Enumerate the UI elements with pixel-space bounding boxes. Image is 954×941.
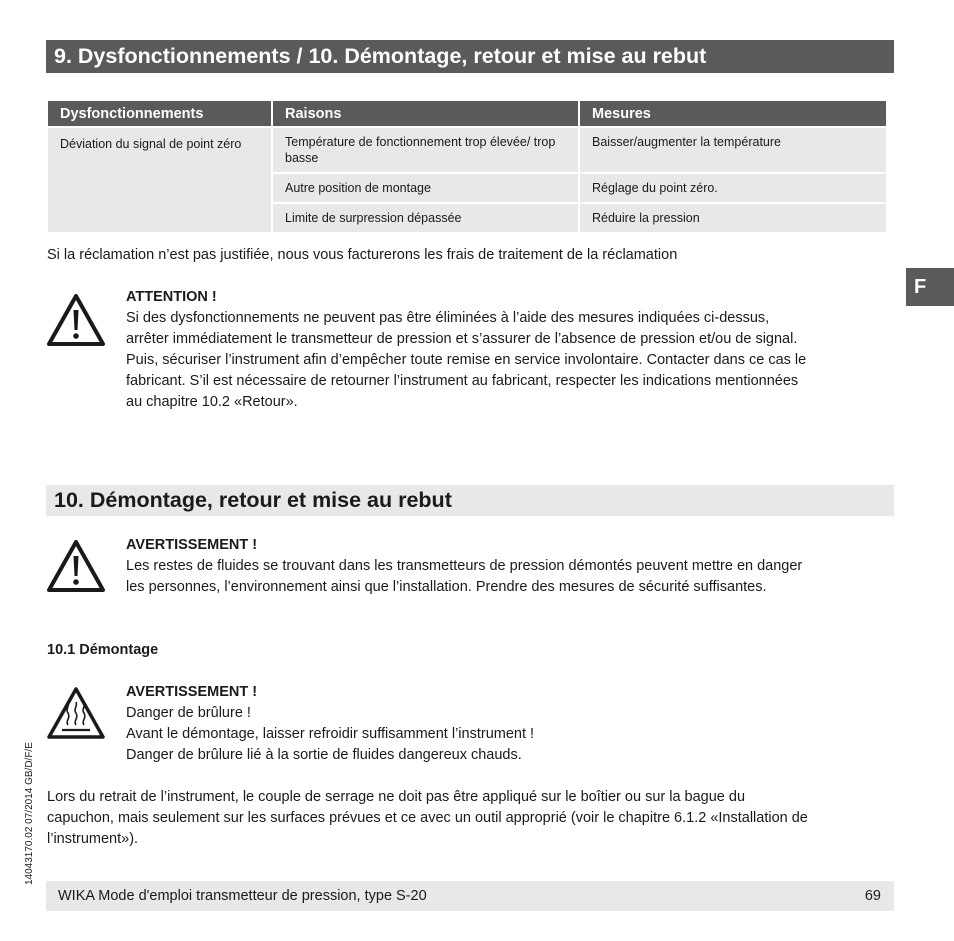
table-header-row <box>48 101 886 126</box>
warning-title: AVERTISSEMENT ! <box>126 537 258 553</box>
fault-cell: Déviation du signal de point zéro <box>48 128 271 232</box>
warning-title: AVERTISSEMENT ! <box>126 684 258 700</box>
measure-cell: Réglage du point zéro. <box>580 174 886 202</box>
subsection-title: 10.1 Démontage <box>47 642 159 658</box>
measure-cell: Baisser/augmenter la température <box>580 128 886 172</box>
measure-cell: Réduire la pression <box>580 204 886 232</box>
body-line: l’instrument»). <box>47 831 139 847</box>
reason-cell: Température de fonctionnement trop élevée/ trop basse <box>273 128 578 172</box>
reason-cell: Autre position de montage <box>273 174 578 202</box>
attention-line: Si des dysfonctionnements ne peuvent pas être éliminées à l’aide des mesures indiquées ci-dessus, <box>126 310 770 326</box>
reason-cell: Limite de surpression dépassée <box>273 204 578 232</box>
section10-warning-block <box>126 535 802 598</box>
reclamation-note: Si la réclamation n’est pas justifiée, nous vous facturerons les frais de traitement de la réclamation <box>47 247 678 263</box>
section-title: 10. Démontage, retour et mise au rebut <box>46 485 894 516</box>
document-code: 14043170.02 07/2014 GB/D/F/E <box>24 742 35 885</box>
attention-line: arrêter immédiatement le transmetteur de pression et s’assurer de l’absence de pression et/ou de signal. <box>126 331 798 347</box>
warning-triangle-icon <box>45 538 107 594</box>
body-line: capuchon, mais seulement sur les surfaces prévues et ce avec un outil approprié (voir le chapitre 6.1.2 «Installation de <box>47 810 808 826</box>
page-number: 69 <box>864 888 881 904</box>
warning-line: Les restes de fluides se trouvant dans les transmetteurs de pression démontés peuvent mettre en danger <box>126 558 803 574</box>
page-title: 9. Dysfonctionnements / 10. Démontage, retour et mise au rebut <box>46 40 894 73</box>
language-tab: F <box>906 268 954 306</box>
hot-surface-icon <box>45 685 107 741</box>
warning-line: Danger de brûlure ! <box>126 705 251 721</box>
column-header-faults: Dysfonctionnements <box>48 101 271 126</box>
table-row <box>48 128 886 172</box>
column-header-measures: Mesures <box>580 101 886 126</box>
attention-block <box>126 287 806 413</box>
body-line: Lors du retrait de l’instrument, le couple de serrage ne doit pas être appliqué sur le boîtier ou sur la bague du <box>47 789 746 805</box>
warning-line: Danger de brûlure lié à la sortie de fluides dangereux chauds. <box>126 747 522 763</box>
attention-line: fabricant. S’il est nécessaire de retourner l’instrument au fabricant, respecter les indications mentionnées <box>126 373 799 389</box>
column-header-reasons: Raisons <box>273 101 578 126</box>
warning-line: les personnes, l’environnement ainsi que l’installation. Prendre des mesures de sécurité suffisantes. <box>126 579 767 595</box>
footer-text: WIKA Mode d'emploi transmetteur de pression, type S-20 <box>58 888 427 904</box>
footer <box>46 881 894 911</box>
section10-1-warning-block <box>126 682 534 766</box>
attention-line: au chapitre 10.2 «Retour». <box>126 394 298 410</box>
warning-line: Avant le démontage, laisser refroidir suffisamment l’instrument ! <box>126 726 535 742</box>
dismounting-instructions <box>47 787 897 850</box>
attention-title: ATTENTION ! <box>126 289 217 305</box>
attention-line: Puis, sécuriser l’instrument afin d’empêcher toute remise en service involontaire. Contacter dans ce cas le <box>126 352 807 368</box>
warning-triangle-icon <box>45 292 107 348</box>
troubleshooting-table <box>46 99 888 234</box>
